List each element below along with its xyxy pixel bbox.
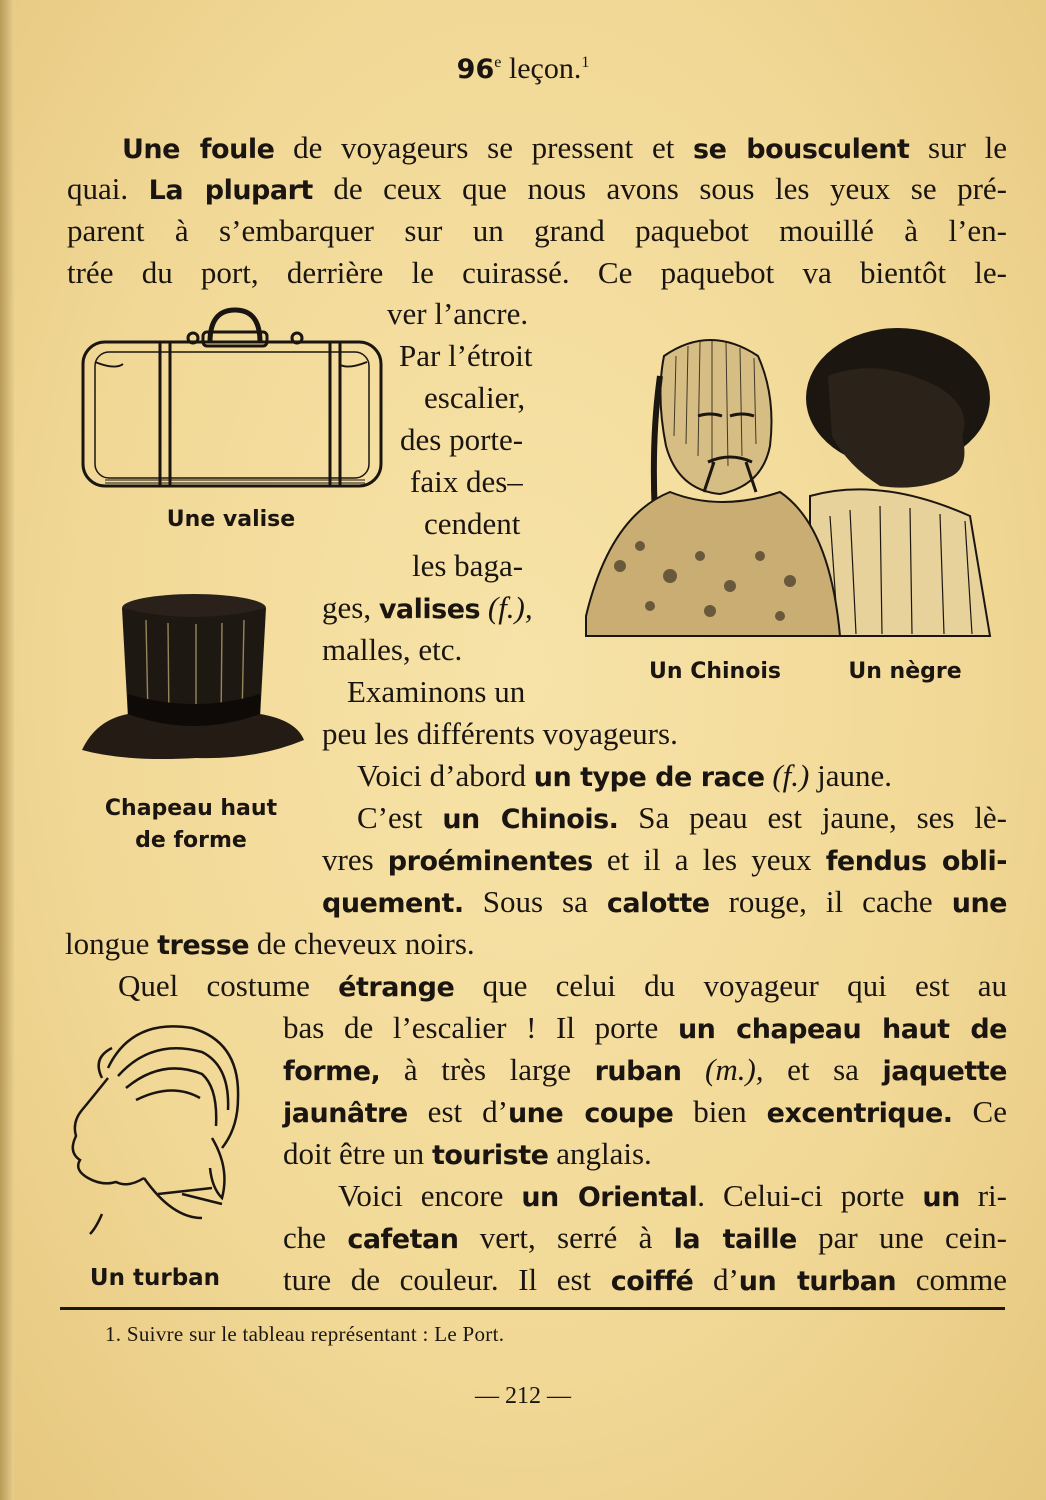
text: par une cein- xyxy=(796,1220,1007,1255)
text: ri- xyxy=(959,1178,1007,1213)
text: C’est xyxy=(357,800,443,835)
text: Quel costume xyxy=(118,968,339,1003)
text: est d’ xyxy=(407,1094,508,1129)
text: (f.) xyxy=(764,758,810,793)
text: trée du port, derrière le cuirassé. Ce paquebot va bientôt le- xyxy=(67,255,1007,290)
book-spine-edge xyxy=(0,0,14,1500)
text-line-voici xyxy=(357,755,892,799)
text-line-ture xyxy=(283,1259,1007,1303)
lesson-title xyxy=(0,52,1046,86)
term-une-foule: Une foule xyxy=(122,134,275,165)
narrow-line-6: cendent xyxy=(424,506,521,541)
term-un-oriental: un Oriental xyxy=(521,1182,698,1213)
text: jaune. xyxy=(809,758,892,793)
caption-chapeau-line1: Chapeau haut xyxy=(104,796,278,821)
term-valises: valises xyxy=(378,594,481,625)
term-un: un xyxy=(922,1182,960,1213)
text: que celui du voyageur qui est au xyxy=(454,968,1007,1003)
text: (m.), xyxy=(681,1052,764,1087)
text: bien xyxy=(673,1094,767,1129)
text: che xyxy=(283,1220,348,1255)
text-line-3 xyxy=(67,210,1007,252)
footnote-marker: 1 xyxy=(581,54,590,71)
text: à très large xyxy=(380,1052,595,1087)
narrow-line-10: Examinons un xyxy=(347,674,526,709)
term-excentrique: excentrique. xyxy=(766,1098,953,1129)
term-touriste: touriste xyxy=(431,1140,549,1171)
narrow-line-7: les baga- xyxy=(412,548,524,583)
text-line-doit xyxy=(283,1133,652,1177)
caption-valise: Une valise xyxy=(166,507,296,532)
term-se-bousculent: se bousculent xyxy=(693,134,910,165)
term-fendus-obliquement: fendus obli- xyxy=(825,846,1007,877)
text: de ceux que nous avons sous les yeux se pré- xyxy=(312,171,1007,206)
term-la-taille: la taille xyxy=(673,1224,797,1255)
text: vres xyxy=(322,842,388,877)
text: doit être un xyxy=(283,1136,432,1171)
footnote-divider xyxy=(60,1307,1005,1310)
text: et sa xyxy=(763,1052,883,1087)
text-line-che xyxy=(283,1217,1007,1261)
text-line-2 xyxy=(67,168,1007,212)
text-line-4 xyxy=(67,252,1007,294)
text: et il a les yeux xyxy=(592,842,826,877)
term-une: une xyxy=(951,888,1007,919)
term-la-plupart: La plupart xyxy=(148,175,313,206)
text: . Celui-ci porte xyxy=(697,1178,923,1213)
text: comme xyxy=(896,1262,1007,1297)
term-un-turban: un turban xyxy=(738,1266,897,1297)
narrow-line-5: faix des– xyxy=(410,464,523,499)
narrow-line-9: malles, etc. xyxy=(322,632,463,667)
term-etrange: étrange xyxy=(338,972,455,1003)
text: bas de l’escalier ! Il porte xyxy=(283,1010,678,1045)
text-line-bas xyxy=(283,1007,1007,1051)
lesson-number: 96 xyxy=(456,54,495,85)
turban-illustration xyxy=(62,1018,248,1236)
text-line-longue xyxy=(65,923,475,967)
text: ges, xyxy=(322,590,379,625)
term-ruban: ruban xyxy=(594,1056,682,1087)
text-line-voici-encore xyxy=(338,1175,1007,1219)
caption-chapeau xyxy=(75,793,307,857)
term-tresse: tresse xyxy=(157,930,250,961)
text: d’ xyxy=(693,1262,739,1297)
page-number: — 212 — xyxy=(475,1383,571,1409)
term-un-chinois: un Chinois. xyxy=(442,804,619,835)
narrow-line-3: escalier, xyxy=(424,380,526,415)
term-type-de-race: un type de race xyxy=(533,762,765,793)
text: parent à s’embarquer sur un grand paquebot mouillé à l’en- xyxy=(67,213,1007,248)
portrait-chinois xyxy=(586,340,840,636)
text-line-1 xyxy=(122,127,1007,171)
narrow-line-1: ver l’ancre. xyxy=(387,296,529,331)
text-line-forme xyxy=(283,1049,1007,1093)
term-jaquette: jaquette xyxy=(882,1056,1007,1087)
text: de voyageurs se pressent et xyxy=(274,130,694,165)
text: rouge, il cache xyxy=(709,884,952,919)
text-line-quement xyxy=(322,881,1007,925)
portraits-illustration xyxy=(580,316,992,646)
text: Sous sa xyxy=(463,884,607,919)
text: longue xyxy=(65,926,158,961)
text: sur le xyxy=(909,130,1007,165)
valise-illustration xyxy=(75,302,387,494)
narrow-line-4: des porte- xyxy=(400,422,524,457)
text: quai. xyxy=(67,171,149,206)
text: Voici encore xyxy=(338,1178,522,1213)
text-line-cest xyxy=(357,797,1007,841)
narrow-line-8 xyxy=(322,587,533,631)
lesson-word: leçon. xyxy=(501,52,582,85)
footnote: 1. Suivre sur le tableau représentant : Le Port. xyxy=(105,1322,505,1346)
text: vert, serré à xyxy=(458,1220,674,1255)
text: Ce xyxy=(952,1094,1007,1129)
term-forme: forme, xyxy=(283,1056,381,1087)
text: de cheveux noirs. xyxy=(249,926,475,961)
text: anglais. xyxy=(548,1136,652,1171)
caption-chinois: Un Chinois xyxy=(649,659,781,684)
text: (f.), xyxy=(480,590,533,625)
caption-chapeau-line2: de forme xyxy=(135,828,247,853)
text: Voici d’abord xyxy=(357,758,534,793)
term-proeminentes: proéminentes xyxy=(387,846,593,877)
term-chapeau-haut-de-forme: un chapeau haut de xyxy=(677,1014,1007,1045)
text: Sa peau est jaune, ses lè- xyxy=(618,800,1008,835)
caption-negre: Un nègre xyxy=(848,659,962,684)
narrow-line-2: Par l’étroit xyxy=(399,338,533,373)
term-une-coupe: une coupe xyxy=(507,1098,674,1129)
term-cafetan: cafetan xyxy=(347,1224,459,1255)
term-calotte: calotte xyxy=(606,888,710,919)
text-line-quel xyxy=(118,965,1007,1009)
text-line-peu: peu les différents voyageurs. xyxy=(322,716,678,751)
term-coiffe: coiffé xyxy=(610,1266,694,1297)
caption-turban: Un turban xyxy=(89,1265,221,1291)
text-line-vres xyxy=(322,839,1007,883)
text: ture de couleur. Il est xyxy=(283,1262,611,1297)
term-quement: quement. xyxy=(322,888,464,919)
lesson-number-suffix: e xyxy=(494,54,502,71)
text-line-jaunatre xyxy=(283,1091,1007,1135)
term-jaunatre: jaunâtre xyxy=(283,1098,408,1129)
top-hat-illustration xyxy=(76,590,308,770)
